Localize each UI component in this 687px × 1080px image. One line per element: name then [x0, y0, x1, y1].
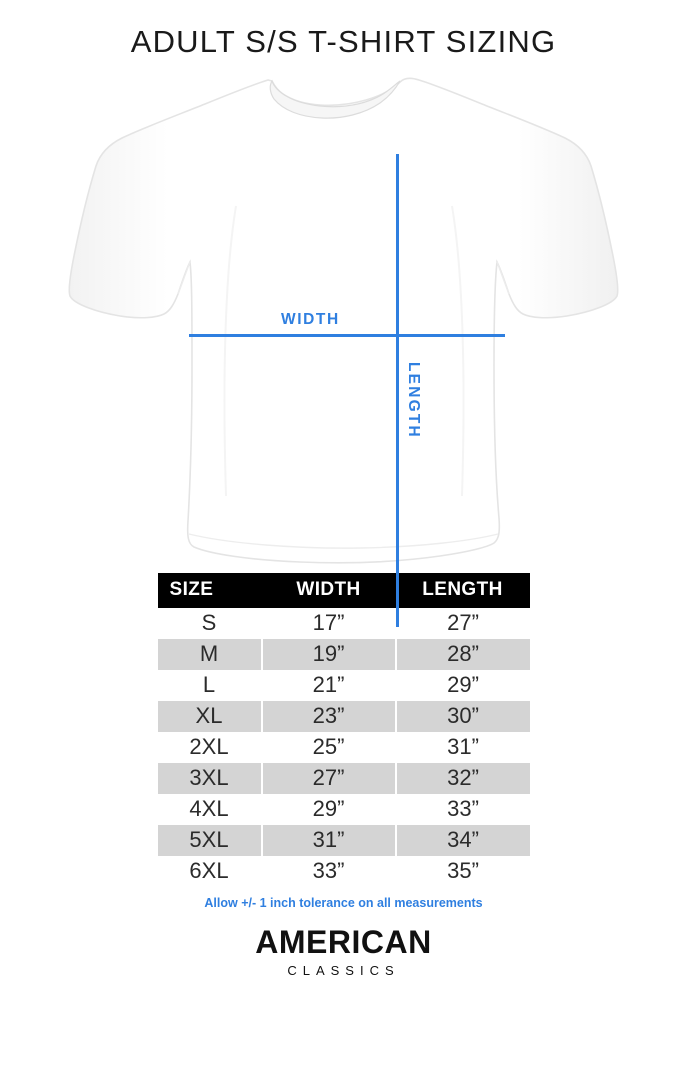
cell-size: 4XL: [158, 794, 262, 825]
table-row: [158, 732, 530, 763]
cell-length: 27”: [396, 608, 530, 639]
cell-size: 2XL: [158, 732, 262, 763]
cell-size: 3XL: [158, 763, 262, 794]
brand-name: AMERICAN: [255, 924, 432, 960]
cell-width: 17”: [262, 608, 396, 639]
brand-tagline: CLASSICS: [287, 963, 400, 978]
cell-size: XL: [158, 701, 262, 732]
shirt-diagram: [0, 66, 687, 571]
cell-length: 35”: [396, 856, 530, 887]
cell-length: 31”: [396, 732, 530, 763]
cell-width: 23”: [262, 701, 396, 732]
table-row: [158, 856, 530, 887]
table-row: [158, 825, 530, 856]
cell-length: 34”: [396, 825, 530, 856]
width-label: WIDTH: [281, 311, 340, 328]
table-row: [158, 670, 530, 701]
cell-width: 25”: [262, 732, 396, 763]
cell-size: S: [158, 608, 262, 639]
tshirt-illustration: [0, 66, 687, 571]
cell-length: 28”: [396, 639, 530, 670]
cell-width: 27”: [262, 763, 396, 794]
cell-width: 21”: [262, 670, 396, 701]
cell-width: 31”: [262, 825, 396, 856]
cell-size: L: [158, 670, 262, 701]
cell-width: 33”: [262, 856, 396, 887]
length-label: LENGTH: [405, 362, 422, 439]
width-measure-line: [189, 334, 505, 337]
cell-size: 5XL: [158, 825, 262, 856]
cell-length: 32”: [396, 763, 530, 794]
tolerance-note: Allow +/- 1 inch tolerance on all measurements: [204, 896, 483, 910]
size-table: [158, 573, 530, 887]
cell-length: 29”: [396, 670, 530, 701]
table-row: [158, 763, 530, 794]
table-row: [158, 794, 530, 825]
cell-width: 19”: [262, 639, 396, 670]
table-header-width: WIDTH: [262, 573, 396, 608]
cell-size: M: [158, 639, 262, 670]
cell-width: 29”: [262, 794, 396, 825]
size-table-container: [158, 573, 530, 887]
table-header-row: [158, 573, 530, 608]
page-title: ADULT S/S T-SHIRT SIZING: [130, 24, 557, 59]
length-measure-line: [396, 154, 399, 627]
table-header-size: SIZE: [158, 573, 262, 608]
cell-length: 33”: [396, 794, 530, 825]
brand-footer: [0, 924, 687, 978]
table-row: [158, 701, 530, 732]
table-row: [158, 639, 530, 670]
table-row: [158, 608, 530, 639]
cell-length: 30”: [396, 701, 530, 732]
table-header-length: LENGTH: [396, 573, 530, 608]
cell-size: 6XL: [158, 856, 262, 887]
